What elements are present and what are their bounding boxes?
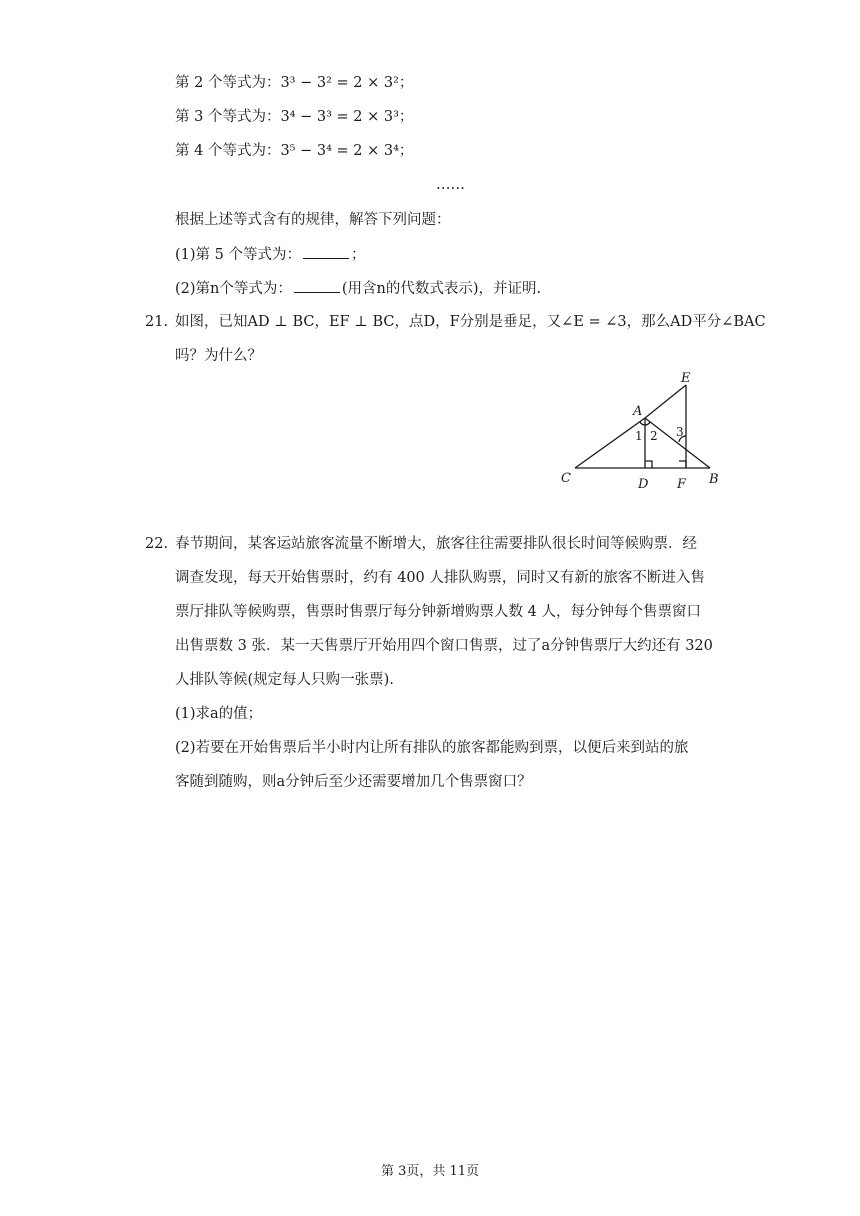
question-22-line-4: 出售票数 3 张．某一天售票厅开始用四个窗口售票，过了a分钟售票厅大约还有 320 (175, 638, 713, 654)
answer-blank-1[interactable] (303, 244, 349, 259)
question-22-part1: (1)求a的值； (175, 706, 263, 722)
question-22-line-5: 人排队等候(规定每人只购一张票)． (175, 672, 404, 688)
label-F: F (677, 477, 687, 492)
angle-arc-1 (640, 422, 645, 425)
angle-label-3: 3 (676, 425, 684, 439)
question-21-line-2: 吗？为什么？ (175, 348, 262, 364)
equation-line-2: 第 2 个等式为：3³ − 3² = 2 × 3²； (175, 75, 414, 91)
answer-blank-2[interactable] (294, 278, 340, 293)
q20-part1-end: ； (350, 247, 366, 263)
label-E: E (681, 371, 691, 386)
label-B: B (709, 472, 719, 487)
question-22-number: 22. (145, 536, 169, 552)
angle-label-2: 2 (650, 429, 658, 443)
q20-intro: 根据上述等式含有的规律，解答下列问题： (175, 212, 451, 228)
question-21-number: 21. (145, 314, 169, 330)
label-D: D (638, 477, 649, 492)
angle-label-1: 1 (635, 429, 643, 443)
equation-line-4: 第 4 个等式为：3⁵ − 3⁴ = 2 × 3⁴； (175, 143, 414, 159)
label-C: C (561, 471, 571, 486)
label-A: A (633, 404, 643, 419)
q20-part2 (175, 278, 541, 299)
q20-part1-text: (1)第 5 个等式为： (175, 247, 301, 263)
ellipsis: …… (436, 177, 465, 193)
question-22-line-2: 调查发现，每天开始售票时，约有 400 人排队购票，同时又有新的旅客不断进入售 (175, 570, 705, 586)
right-angle-F (679, 461, 686, 468)
geometry-figure (555, 368, 730, 493)
equation-line-3: 第 3 个等式为：3⁴ − 3³ = 2 × 3³； (175, 109, 414, 125)
q20-part2-text: (2)第n个等式为： (175, 281, 292, 297)
segment-CA (575, 418, 645, 468)
question-22-line-1: 春节期间，某客运站旅客流量不断增大，旅客往往需要排队很长时间等候购票．经 (175, 536, 697, 552)
question-22-part2-line-1: (2)若要在开始售票后半小时内让所有排队的旅客都能购到票，以便后来到站的旅 (175, 740, 689, 756)
question-22-part2-line-2: 客随到随购，则a分钟后至少还需要增加几个售票窗口？ (175, 774, 532, 790)
q20-part1 (175, 244, 365, 265)
right-angle-D (645, 461, 652, 468)
angle-arc-2 (645, 422, 650, 425)
page-footer: 第 3页，共 11页 (380, 1164, 480, 1179)
question-22-line-3: 票厅排队等候购票，售票时售票厅每分钟新增购票人数 4 人，每分钟每个售票窗口 (175, 604, 701, 620)
q20-part2-end: (用含n的代数式表示)，并证明. (341, 281, 542, 297)
question-21-line-1: 如图，已知AD ⊥ BC，EF ⊥ BC，点D，F分别是垂足，又∠E = ∠3，那么AD平分∠BAC (175, 314, 766, 330)
segment-AE (645, 385, 686, 418)
